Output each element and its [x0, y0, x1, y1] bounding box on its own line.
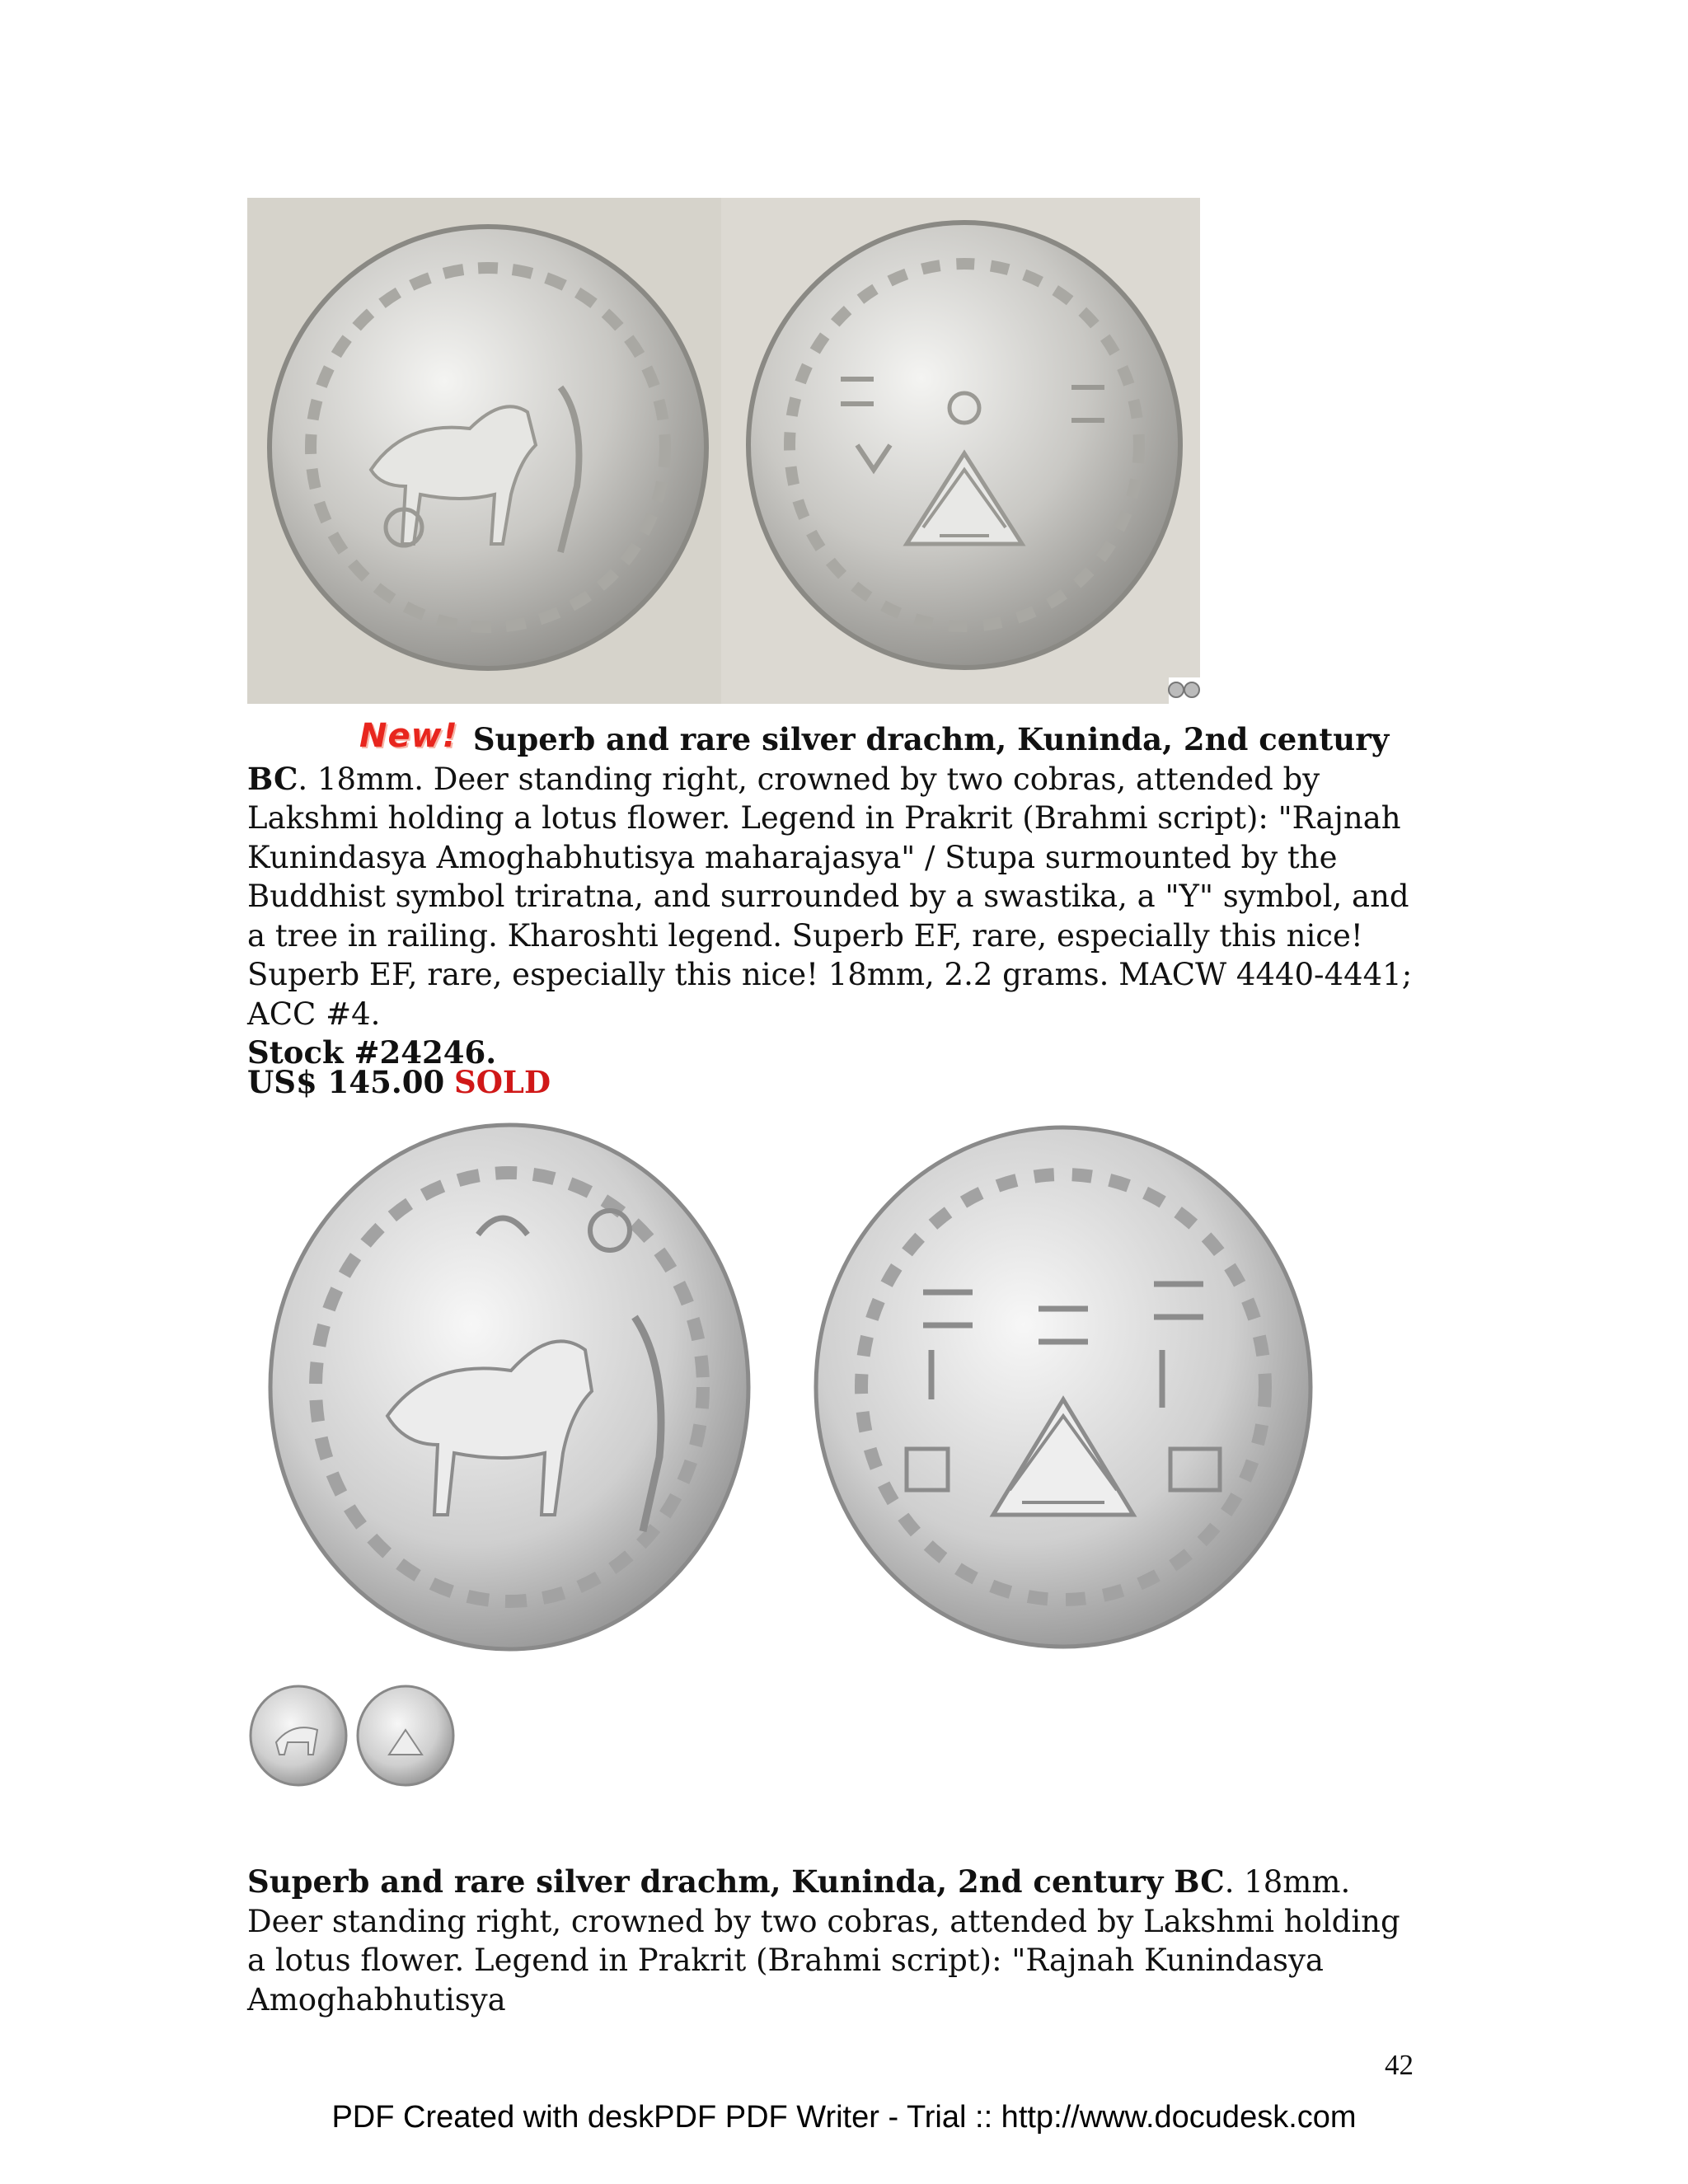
- coin-photo-2: [247, 1103, 1340, 1680]
- listing-1-description: [247, 715, 1426, 1073]
- stock-number: Stock #24246.: [247, 1034, 497, 1071]
- listing-1-title: Superb and rare silver drachm, Kuninda, 2nd century: [472, 721, 1390, 757]
- coin-thumbnails-art: [247, 1685, 457, 1787]
- listing-2-description: [247, 1863, 1426, 2019]
- coin-thumbnails: [247, 1685, 457, 1787]
- page-number: 42: [1385, 2049, 1414, 2081]
- price: US$ 145.00: [247, 1064, 445, 1100]
- sold-status: SOLD: [453, 1064, 551, 1100]
- listing-1-body: . 18mm. Deer standing right, crowned by two cobras, attended by Lakshmi holding a lotus flower. Legend in Prakrit (Brahmi script): "Rajnah Kunindasya Amoghabhutisya maharajasya" / Stupa surmounted by the Buddhist symbol triratna, and surrounded by a swastika, a "Y" symbol, and a tree in railing. Kharoshti legend. Superb EF, rare, especially this nice! Superb EF, rare, especially this nice! 18mm, 2.2 grams. MACW 4440-4441; ACC #4.: [247, 761, 1413, 1032]
- listing-1-title-end: BC: [247, 760, 298, 797]
- pdf-footer: PDF Created with deskPDF PDF Writer - Trial :: http://www.docudesk.com: [331, 2100, 1357, 2135]
- price-line: [247, 1063, 1426, 1103]
- listing-2-body: . 18mm. Deer standing right, crowned by two cobras, attended by Lakshmi holding a lotus flower. Legend in Prakrit (Brahmi script): "Rajnah Kunindasya Amoghabhutisya: [247, 1864, 1400, 2018]
- coin-photo-1: [247, 198, 1200, 704]
- coin-photo-2-art: [247, 1103, 1340, 1680]
- coin-photo-1-art: [247, 198, 1200, 704]
- listing-2-title: Superb and rare silver drachm, Kuninda, 2nd century BC: [247, 1863, 1225, 1900]
- new-badge: New!: [359, 717, 458, 755]
